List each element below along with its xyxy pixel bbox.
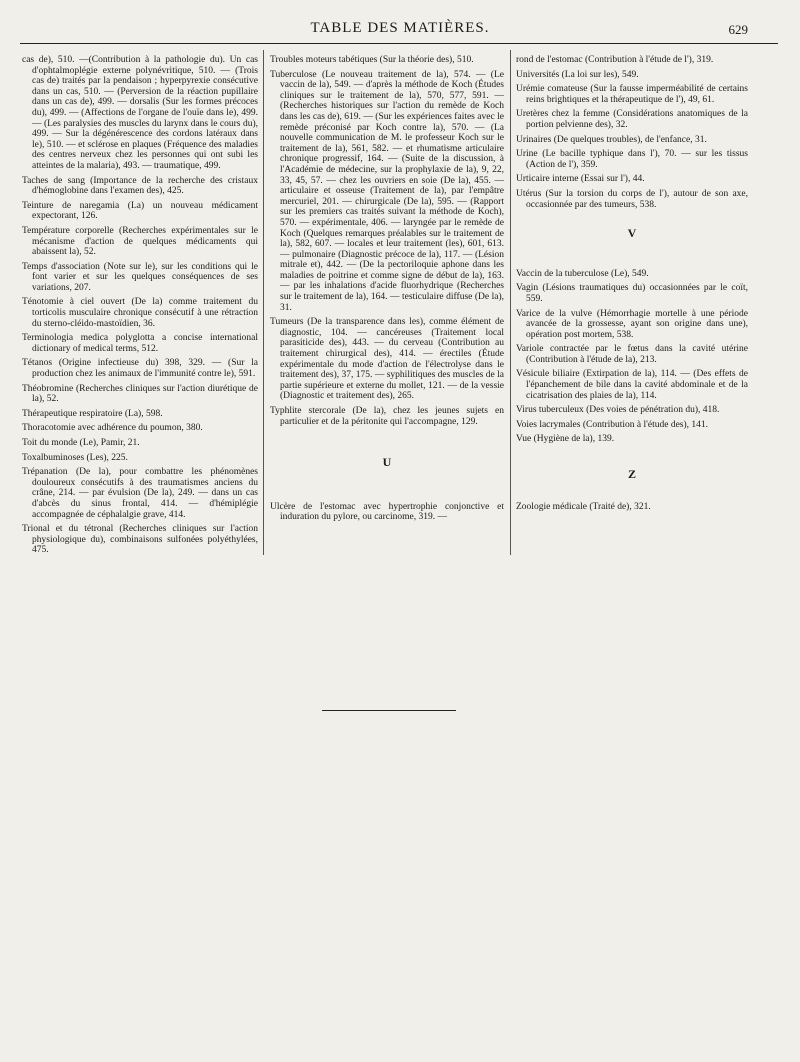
index-entry: Zoologie médicale (Traité de), 321. xyxy=(516,501,651,512)
index-entry: Vésicule biliaire (Extirpation de la), 114. — (Des effets de l'épanchement de bile dans la cavité abdominale et de la cicatrisation des plaies de la), 114. xyxy=(516,369,748,401)
index-entry: Utérus (Sur la torsion du corps de l'), autour de son axe, occasionnée par des tumeurs, 538. xyxy=(516,188,748,210)
index-entry: Varice de la vulve (Hémorrhagie mortelle à une période avancée de la grossesse, ayant son origine dans une), opération post mortem, 538. xyxy=(516,308,748,340)
header-divider xyxy=(20,43,778,44)
index-entry: Temps d'association (Note sur le), sur les conditions qui le font varier et sur les quelques conséquences de ses variations, 207. xyxy=(22,261,258,293)
index-entry: Thérapeutique respiratoire (La), 598. xyxy=(22,408,163,419)
page-header xyxy=(24,18,776,42)
page-title: TABLE DES MATIÈRES. xyxy=(310,20,490,36)
index-entry: Urticaire interne (Essai sur l'), 44. xyxy=(516,174,645,185)
index-entry: Taches de sang (Importance de la recherche des cristaux d'hémoglobine dans l'examen des), 425. xyxy=(22,175,258,197)
section-letter: U xyxy=(382,455,392,470)
index-entry: Typhlite stercorale (De la), chez les jeunes sujets en particulier et de la péritonite qui l'accompagne, 129. xyxy=(270,406,504,427)
index-entry: Troubles moteurs tabétiques (Sur la théorie des), 510. xyxy=(270,55,474,65)
section-letter: V xyxy=(627,226,637,241)
index-entry: Teinture de naregamia (La) un nouveau médicament expectorant, 126. xyxy=(22,200,258,222)
index-column-2 xyxy=(270,55,504,527)
index-column-1 xyxy=(22,55,258,560)
index-entry: Vagin (Lésions traumatiques du) occasionnées par le coït, 559. xyxy=(516,283,748,304)
index-entry: Théobromine (Recherches cliniques sur l'action diurétique de la), 52. xyxy=(22,383,258,405)
end-of-index-rule xyxy=(322,710,456,711)
section-letter: Z xyxy=(627,467,636,482)
index-entry: Thoracotomie avec adhérence du poumon, 380. xyxy=(22,423,203,434)
index-entry: Ulcère de l'estomac avec hypertrophie conjonctive et induration du pylore, ou carcinome, 319. — xyxy=(270,501,504,523)
index-entry: Urinaires (De quelques troubles), de l'enfance, 31. xyxy=(516,134,707,145)
index-entry: Trional et du tétronal (Recherches cliniques sur l'action physiologique du), combinaisons sulfonées polyéthylées, 475. xyxy=(22,524,258,556)
index-entry: Vaccin de la tuberculose (Le), 549. xyxy=(516,268,649,279)
index-entry: Universités (La loi sur les), 549. xyxy=(516,69,639,80)
page-number: 629 xyxy=(728,22,748,37)
index-entry: Urémie comateuse (Sur la fausse imperméabilité de certains reins brightiques et la thérapeutique de l'), 49, 61. xyxy=(516,84,748,105)
index-entry: rond de l'estomac (Contribution à l'étude de l'), 319. xyxy=(516,55,714,65)
index-entry: cas de), 510. —(Contribution à la pathologie du). Un cas d'ophtalmoplégie externe polynévritique, 510. — (Trois cas de) traités par la pendaison ; hyperpyrexie consécutive dans un cas, 510. — (Perversion de la réaction pupillaire dans un cas de), 499. — dorsalis (Sur les formes précoces du), 499. — (Affections de l'organe de l'ouïe dans le), 499. — (Les paralysies des muscles du larynx dans le cours du), 499. — Sur la dégénérescence des cordons latéraux dans le), 510. — et sclérose en plaques (Fréquence des maladies des centres nerveux chez les personnes qui ont subi les atteintes de la malaria), 493. — traumatique, 499. xyxy=(22,55,258,171)
index-entry: Température corporelle (Recherches expérimentales sur le mécanisme d'action de quelques médicaments qui abaissent la), 52. xyxy=(22,225,258,258)
index-entry: Variole contractée par le fœtus dans la cavité utérine (Contribution à l'étude de la), 213. xyxy=(516,344,748,365)
column-divider xyxy=(263,50,264,555)
index-entry: Urine (Le bacille typhique dans l'), 70. — sur les tissus (Action de l'), 359. xyxy=(516,149,748,170)
index-entry: Tumeurs (De la transparence dans les), comme élément de diagnostic, 104. — cancéreuses (Traitement local parasiticide des), 443. — du cerveau (Contribution au traitement chirurgical des), 414. — érectiles (Étude expérimentale du mode d'action de l'électrolyse dans le traitement des), 37, 175. — syphilitiques des muscles de la partie supérieure et externe du mollet, 121. — de la vessie (Diagnostic et traitement des), 265. xyxy=(270,317,504,402)
index-entry: Ténotomie à ciel ouvert (De la) comme traitement du torticolis musculaire chronique consécutif à une rétraction du sterno-cléido-mastoïdien, 36. xyxy=(22,297,258,329)
index-entry: Trépanation (De la), pour combattre les phénomènes douloureux consécutifs à des traumatismes anciens du crâne, 214. — par évulsion (De la), 249. — dans un cas d'abcès du sinus frontal, 414. — d'hémiplégie accompagnée de céphalalgie grave, 414. xyxy=(22,467,258,520)
index-entry: Tuberculose (Le nouveau traitement de la), 574. — (Le vaccin de la), 549. — d'après la méthode de Koch (Études cliniques sur le traitement de la), 570, 577, 591. — (Recherches historiques sur l'action du remède de Koch dans les cas de), 619. — (Sur les expériences faites avec le remède préconisé par Koch contre la), 570. — (La nouvelle communication de M. le professeur Koch sur le traitement de la), 561, 582. — et rhumatisme articulaire chronique progressif, 164. — (Suite de la discussion, à l'Académie de médecine, sur la prophylaxie de la), 9, 22, 33, 45, 57. — chez les ouvriers en soie (De la), 455. — articulaire et osseuse (Traitement de la), par l'empâtre mercuriel, 201. — chirurgicale (De la), 595. — (Rapport sur les premiers cas traités suivant la méthode de Koch), 570. — expérimentale, 406. — laryngée par le remède de Koch (Quelques remarques préalables sur le traitement de la), 582, 607. — locales et leur traitement (les), 601, 613. — pulmonaire (Diagnostic précoce de la), 117. — (Lésion mitrale et), 442. — (De la pectoriloquie aphone dans les maladies de poitrine et comme signe de début de la), 163. — par les inhalations d'acide fluorhydrique (Recherches sur le traitement de la), 164. — testiculaire diffuse (De la), 31. xyxy=(270,69,504,313)
index-entry: Tétanos (Origine infectieuse du) 398, 329. — (Sur la production chez les animaux de l'immunité contre le), 591. xyxy=(22,358,258,380)
index-entry: Virus tuberculeux (Des voies de pénétration du), 418. xyxy=(516,405,720,416)
index-entry: Terminologia medica polyglotta a concise international dictionary of medical terms, 512. xyxy=(22,333,258,354)
index-entry: Toit du monde (Le), Pamir, 21. xyxy=(22,438,140,448)
index-entry: Uretères chez la femme (Considérations anatomiques de la portion pelvienne des), 32. xyxy=(516,109,748,130)
index-entry: Toxalbuminoses (Les), 225. xyxy=(22,452,128,463)
index-entry: Voies lacrymales (Contribution à l'étude des), 141. xyxy=(516,419,709,430)
column-divider xyxy=(510,50,511,555)
index-entry: Vue (Hygiène de la), 139. xyxy=(516,434,615,445)
index-column-3 xyxy=(516,55,748,516)
